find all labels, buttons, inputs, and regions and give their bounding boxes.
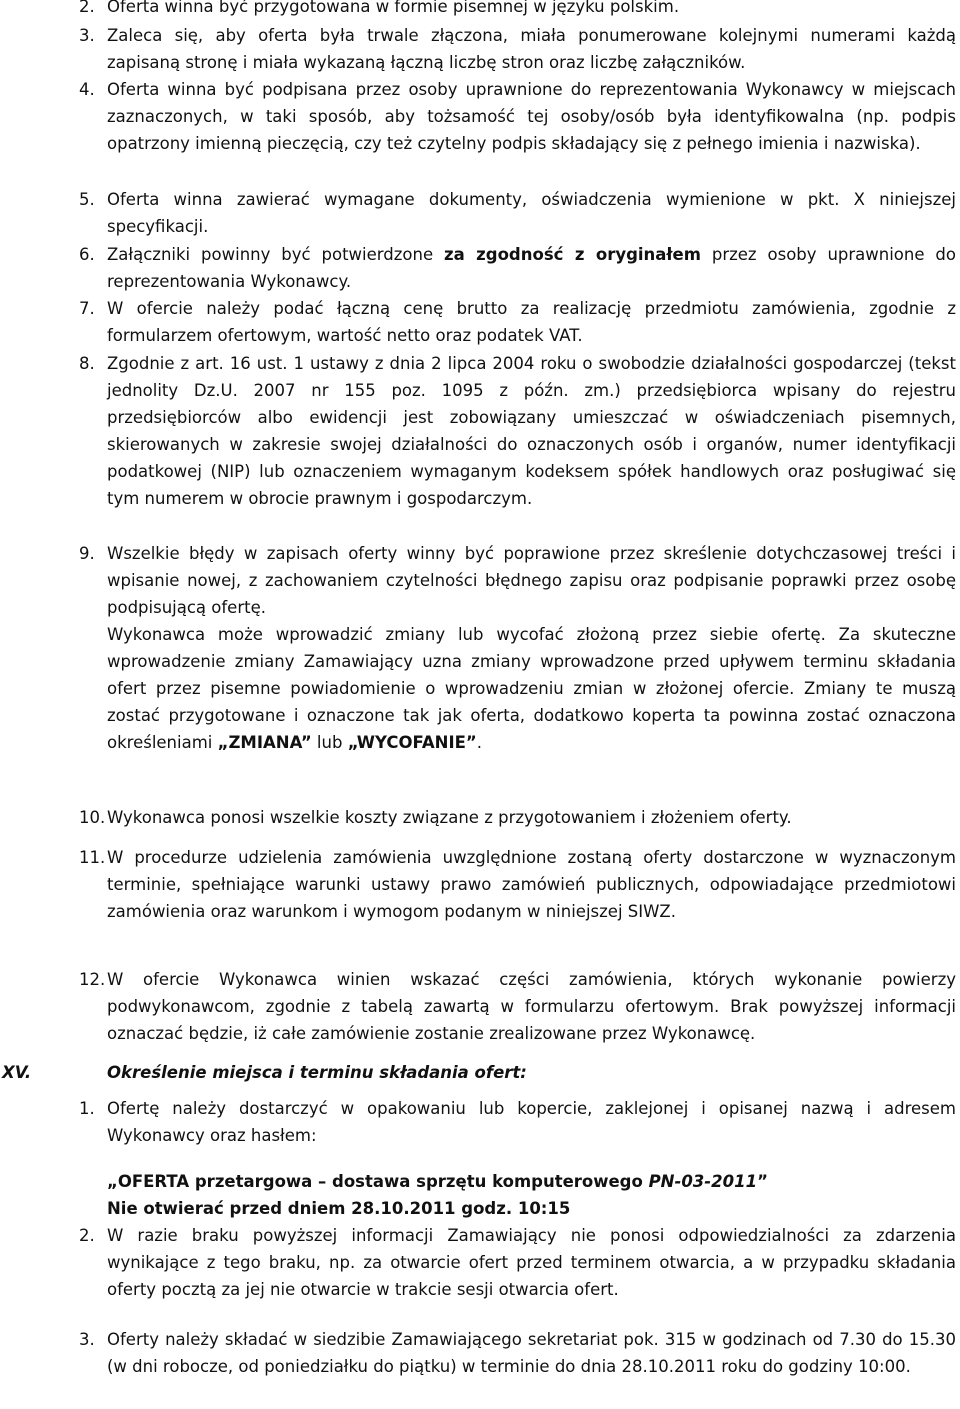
list-item: [79, 295, 956, 349]
bid-password-text: „OFERTA przetargowa – dostawa sprzętu komputerowego: [107, 1172, 649, 1191]
item-text: W ofercie należy podać łączną cenę brutto za realizację przedmiotu zamówienia, zgodnie z formularzem ofertowym, wartość netto oraz podatek VAT.: [107, 299, 956, 345]
list-item: [79, 76, 956, 157]
item-text: Oferta winna zawierać wymagane dokumenty, oświadczenia wymienione w pkt. X niniejszej specyfikacji.: [107, 190, 956, 236]
item-number: 7.: [79, 299, 95, 318]
emphasis-text: za zgodność z oryginałem: [444, 245, 701, 264]
emphasis-text: „WYCOFANIE”: [347, 733, 477, 752]
list-item: [79, 241, 956, 295]
item-number: 2.: [79, 1226, 95, 1245]
item-text: W ofercie Wykonawca winien wskazać części zamówienia, których wykonanie powierzy podwykonawcom, zgodnie z tabelą zawartą w formularzu ofertowym. Brak powyższej informacji oznaczać będzie, iż całe zamówienie zostanie zrealizowane przez Wykonawcę.: [107, 970, 956, 1043]
item-text: Zgodnie z art. 16 ust. 1 ustawy z dnia 2 lipca 2004 roku o swobodzie działalności gospodarczej (tekst jednolity Dz.U. 2007 nr 155 poz. 1095 z późn. zm.) przedsiębiorca wpisany do rejestru przedsiębiorców albo ewidencji jest zobowiązany umieszczać w oświadczeniach pisemnych, skierowanych w zakresie swojej działalności do oznaczonych osób i organów, numer identyfikacji podatkowej (NIP) lub oznaczeniem wymaganym kodeksem spółek handlowych oraz posługiwać się tym numerem w obrocie prawnym i gospodarczym.: [107, 354, 956, 508]
list-item: [79, 1095, 956, 1149]
item-number: 3.: [79, 1330, 95, 1349]
item-number: 6.: [79, 245, 95, 264]
item-text-part: przez osoby uprawnione do reprezentowania Wykonawcy.: [107, 245, 956, 291]
item-text: [107, 540, 956, 756]
list-item: [79, 0, 956, 20]
item-number: 10.: [79, 808, 106, 827]
list-item: [79, 350, 956, 512]
list-item: [79, 186, 956, 240]
item-text: W razie braku powyższej informacji Zamawiający nie ponosi odpowiedzialności za zdarzenia wynikające z tego braku, np. za otwarcie ofert przed terminem otwarcia, a w przypadku składania oferty pocztą za jej nie otwarcie w trakcie sesji otwarcia ofert.: [107, 1226, 956, 1299]
item-number: 11.: [79, 848, 106, 867]
item-text: Wykonawca ponosi wszelkie koszty związane z przygotowaniem i złożeniem oferty.: [107, 808, 792, 827]
item-text: Oferta winna być przygotowana w formie pisemnej w języku polskim.: [107, 0, 680, 16]
item-text: Zaleca się, aby oferta była trwale złączona, miała ponumerowane kolejnymi numerami każdą zapisaną stronę i miała wykazaną łączną liczbę stron oraz liczbę załączników.: [107, 26, 956, 72]
item-paragraph: Wszelkie błędy w zapisach oferty winny być poprawione przez skreślenie dotychczasowej treści i wpisanie nowej, z zachowaniem czytelności błędnego zapisu oraz podpisanie poprawki przez osobę podpisującą ofertę.: [107, 544, 956, 617]
item-text: Ofertę należy dostarczyć w opakowaniu lub kopercie, zaklejonej i opisanej nazwą i adresem Wykonawcy oraz hasłem:: [107, 1099, 956, 1145]
item-paragraph: [107, 621, 956, 756]
opening-date-line: Nie otwierać przed dniem 28.10.2011 godz. 10:15: [107, 1199, 571, 1218]
item-text: Oferta winna być podpisana przez osoby uprawnione do reprezentowania Wykonawcy w miejscach zaznaczonych, w taki sposób, aby tożsamość tej osoby/osób była identyfikowalna (np. podpis opatrzony imienną pieczęcią, czy też czytelny podpis składający się z pełnego imienia i nazwiska).: [107, 80, 956, 153]
section-number: XV.: [2, 1063, 32, 1082]
list-item: [79, 540, 956, 756]
item-number: 3.: [79, 26, 95, 45]
list-item: [79, 1222, 956, 1303]
item-text-part: Wykonawca może wprowadzić zmiany lub wycofać złożoną przez siebie ofertę. Za skuteczne wprowadzenie zmiany Zamawiający uzna zmiany wprowadzone przed upływem terminu składania ofert przez pisemne powiadomienie o wprowadzeniu zmian w złożonej ofercie. Zmiany te muszą zostać przygotowane i oznaczone tak jak oferta, dodatkowo koperta ta powinna zostać oznaczona określeniami: [107, 625, 956, 752]
list-item: [79, 844, 956, 925]
emphasis-text: „ZMIANA”: [217, 733, 312, 752]
item-text-part: .: [476, 733, 482, 752]
item-number: 1.: [79, 1099, 95, 1118]
item-number: 8.: [79, 354, 95, 373]
bid-password-line: [107, 1168, 768, 1195]
item-number: 4.: [79, 80, 95, 99]
item-text: [107, 241, 956, 295]
section-title: Określenie miejsca i terminu składania ofert:: [107, 1063, 527, 1082]
list-item: [79, 1326, 956, 1380]
list-item: [79, 804, 956, 831]
list-item: [79, 22, 956, 76]
item-text-part: lub: [311, 733, 348, 752]
item-text-part: Załączniki powinny być potwierdzone: [107, 245, 445, 264]
bid-password-text: ”: [757, 1172, 768, 1191]
item-number: 5.: [79, 190, 95, 209]
item-number: 9.: [79, 544, 95, 563]
item-text: Oferty należy składać w siedzibie Zamawiającego sekretariat pok. 315 w godzinach od 7.30 do 15.30 (w dni robocze, od poniedziałku do piątku) w terminie do dnia 28.10.2011 roku do godziny 10:00.: [107, 1330, 956, 1376]
list-item: [79, 966, 956, 1047]
bid-reference: PN-03-2011: [648, 1172, 758, 1191]
item-number: 2.: [79, 0, 95, 16]
item-number: 12.: [79, 970, 106, 989]
item-text: W procedurze udzielenia zamówienia uwzględnione zostaną oferty dostarczone w wyznaczonym terminie, spełniające warunki ustawy prawo zamówień publicznych, odpowiadające przedmiotowi zamówienia oraz warunkom i wymogom podanym w niniejszej SIWZ.: [107, 848, 956, 921]
